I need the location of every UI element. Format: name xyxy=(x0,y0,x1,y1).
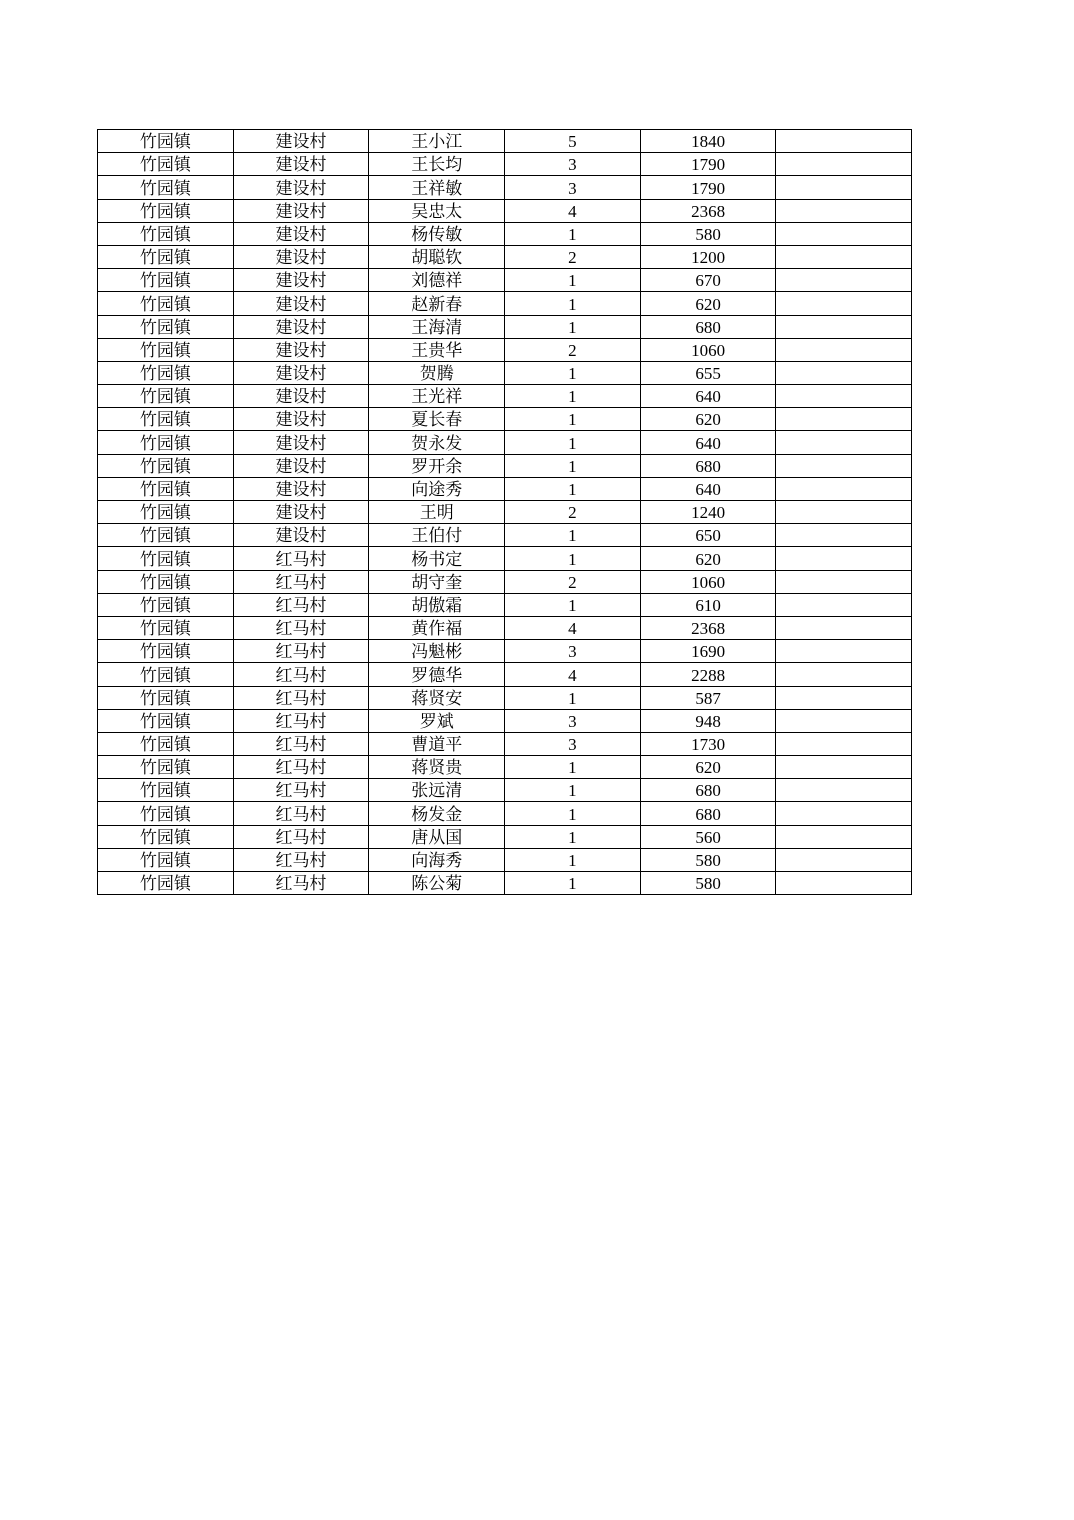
village-cell: 建设村 xyxy=(233,269,369,292)
note-cell xyxy=(776,616,912,639)
amount-cell: 620 xyxy=(640,408,776,431)
village-cell: 红马村 xyxy=(233,686,369,709)
town-cell: 竹园镇 xyxy=(98,802,234,825)
note-cell xyxy=(776,686,912,709)
note-cell xyxy=(776,709,912,732)
note-cell xyxy=(776,593,912,616)
town-cell: 竹园镇 xyxy=(98,848,234,871)
note-cell xyxy=(776,292,912,315)
name-cell: 吴忠太 xyxy=(369,199,505,222)
village-cell: 建设村 xyxy=(233,408,369,431)
table-row xyxy=(98,176,912,199)
amount-cell: 680 xyxy=(640,802,776,825)
amount-cell: 680 xyxy=(640,454,776,477)
village-cell: 红马村 xyxy=(233,756,369,779)
amount-cell: 580 xyxy=(640,872,776,895)
count-cell: 1 xyxy=(505,385,641,408)
table-row xyxy=(98,477,912,500)
town-cell: 竹园镇 xyxy=(98,501,234,524)
amount-cell: 2368 xyxy=(640,199,776,222)
data-table-body xyxy=(98,130,912,895)
count-cell: 1 xyxy=(505,408,641,431)
count-cell: 1 xyxy=(505,477,641,500)
count-cell: 1 xyxy=(505,547,641,570)
amount-cell: 1690 xyxy=(640,640,776,663)
village-cell: 建设村 xyxy=(233,501,369,524)
table-row xyxy=(98,153,912,176)
amount-cell: 1730 xyxy=(640,732,776,755)
village-cell: 建设村 xyxy=(233,292,369,315)
village-cell: 红马村 xyxy=(233,570,369,593)
note-cell xyxy=(776,732,912,755)
note-cell xyxy=(776,802,912,825)
amount-cell: 640 xyxy=(640,431,776,454)
note-cell xyxy=(776,338,912,361)
count-cell: 3 xyxy=(505,153,641,176)
name-cell: 胡聪钦 xyxy=(369,245,505,268)
table-row xyxy=(98,686,912,709)
note-cell xyxy=(776,779,912,802)
count-cell: 3 xyxy=(505,176,641,199)
note-cell xyxy=(776,385,912,408)
note-cell xyxy=(776,872,912,895)
amount-cell: 1790 xyxy=(640,153,776,176)
name-cell: 罗斌 xyxy=(369,709,505,732)
town-cell: 竹园镇 xyxy=(98,570,234,593)
count-cell: 1 xyxy=(505,524,641,547)
amount-cell: 1200 xyxy=(640,245,776,268)
town-cell: 竹园镇 xyxy=(98,338,234,361)
note-cell xyxy=(776,477,912,500)
village-cell: 建设村 xyxy=(233,222,369,245)
note-cell xyxy=(776,547,912,570)
amount-cell: 2288 xyxy=(640,663,776,686)
amount-cell: 640 xyxy=(640,477,776,500)
amount-cell: 560 xyxy=(640,825,776,848)
amount-cell: 1790 xyxy=(640,176,776,199)
name-cell: 夏长春 xyxy=(369,408,505,431)
name-cell: 蒋贤安 xyxy=(369,686,505,709)
town-cell: 竹园镇 xyxy=(98,524,234,547)
note-cell xyxy=(776,153,912,176)
count-cell: 3 xyxy=(505,732,641,755)
village-cell: 建设村 xyxy=(233,385,369,408)
village-cell: 红马村 xyxy=(233,802,369,825)
town-cell: 竹园镇 xyxy=(98,315,234,338)
village-cell: 建设村 xyxy=(233,431,369,454)
table-row xyxy=(98,779,912,802)
village-cell: 建设村 xyxy=(233,199,369,222)
note-cell xyxy=(776,825,912,848)
town-cell: 竹园镇 xyxy=(98,732,234,755)
village-cell: 红马村 xyxy=(233,640,369,663)
amount-cell: 655 xyxy=(640,361,776,384)
note-cell xyxy=(776,501,912,524)
count-cell: 1 xyxy=(505,431,641,454)
table-row xyxy=(98,570,912,593)
town-cell: 竹园镇 xyxy=(98,176,234,199)
amount-cell: 580 xyxy=(640,222,776,245)
town-cell: 竹园镇 xyxy=(98,477,234,500)
amount-cell: 587 xyxy=(640,686,776,709)
amount-cell: 580 xyxy=(640,848,776,871)
village-cell: 红马村 xyxy=(233,848,369,871)
name-cell: 王祥敏 xyxy=(369,176,505,199)
table-row xyxy=(98,732,912,755)
amount-cell: 680 xyxy=(640,779,776,802)
town-cell: 竹园镇 xyxy=(98,385,234,408)
note-cell xyxy=(776,848,912,871)
count-cell: 1 xyxy=(505,315,641,338)
town-cell: 竹园镇 xyxy=(98,709,234,732)
town-cell: 竹园镇 xyxy=(98,130,234,153)
village-cell: 红马村 xyxy=(233,616,369,639)
note-cell xyxy=(776,130,912,153)
village-cell: 红马村 xyxy=(233,709,369,732)
count-cell: 2 xyxy=(505,570,641,593)
note-cell xyxy=(776,524,912,547)
table-row xyxy=(98,361,912,384)
village-cell: 红马村 xyxy=(233,872,369,895)
note-cell xyxy=(776,315,912,338)
name-cell: 黄作福 xyxy=(369,616,505,639)
note-cell xyxy=(776,361,912,384)
town-cell: 竹园镇 xyxy=(98,431,234,454)
table-row xyxy=(98,222,912,245)
table-row xyxy=(98,640,912,663)
town-cell: 竹园镇 xyxy=(98,269,234,292)
town-cell: 竹园镇 xyxy=(98,756,234,779)
amount-cell: 1240 xyxy=(640,501,776,524)
table-row xyxy=(98,408,912,431)
table-row xyxy=(98,454,912,477)
table-row xyxy=(98,616,912,639)
table-row xyxy=(98,385,912,408)
name-cell: 唐从国 xyxy=(369,825,505,848)
town-cell: 竹园镇 xyxy=(98,408,234,431)
amount-cell: 1840 xyxy=(640,130,776,153)
town-cell: 竹园镇 xyxy=(98,547,234,570)
note-cell xyxy=(776,408,912,431)
name-cell: 冯魁彬 xyxy=(369,640,505,663)
town-cell: 竹园镇 xyxy=(98,825,234,848)
table-row xyxy=(98,431,912,454)
count-cell: 1 xyxy=(505,779,641,802)
village-cell: 红马村 xyxy=(233,825,369,848)
amount-cell: 2368 xyxy=(640,616,776,639)
village-cell: 建设村 xyxy=(233,153,369,176)
village-cell: 建设村 xyxy=(233,477,369,500)
count-cell: 4 xyxy=(505,663,641,686)
name-cell: 王光祥 xyxy=(369,385,505,408)
amount-cell: 620 xyxy=(640,547,776,570)
table-row xyxy=(98,269,912,292)
village-cell: 建设村 xyxy=(233,361,369,384)
table-row xyxy=(98,802,912,825)
name-cell: 曹道平 xyxy=(369,732,505,755)
data-table xyxy=(97,129,912,895)
name-cell: 王贵华 xyxy=(369,338,505,361)
count-cell: 2 xyxy=(505,338,641,361)
count-cell: 1 xyxy=(505,872,641,895)
name-cell: 贺腾 xyxy=(369,361,505,384)
name-cell: 贺永发 xyxy=(369,431,505,454)
amount-cell: 640 xyxy=(640,385,776,408)
village-cell: 建设村 xyxy=(233,454,369,477)
table-row xyxy=(98,524,912,547)
note-cell xyxy=(776,222,912,245)
table-row xyxy=(98,130,912,153)
count-cell: 2 xyxy=(505,501,641,524)
note-cell xyxy=(776,431,912,454)
name-cell: 赵新春 xyxy=(369,292,505,315)
count-cell: 2 xyxy=(505,245,641,268)
count-cell: 1 xyxy=(505,593,641,616)
note-cell xyxy=(776,176,912,199)
table-row xyxy=(98,338,912,361)
village-cell: 红马村 xyxy=(233,547,369,570)
name-cell: 王明 xyxy=(369,501,505,524)
count-cell: 1 xyxy=(505,802,641,825)
amount-cell: 620 xyxy=(640,292,776,315)
count-cell: 1 xyxy=(505,222,641,245)
village-cell: 建设村 xyxy=(233,338,369,361)
count-cell: 3 xyxy=(505,640,641,663)
village-cell: 红马村 xyxy=(233,663,369,686)
count-cell: 1 xyxy=(505,756,641,779)
village-cell: 建设村 xyxy=(233,524,369,547)
amount-cell: 1060 xyxy=(640,338,776,361)
village-cell: 建设村 xyxy=(233,315,369,338)
table-row xyxy=(98,756,912,779)
town-cell: 竹园镇 xyxy=(98,663,234,686)
amount-cell: 680 xyxy=(640,315,776,338)
count-cell: 1 xyxy=(505,269,641,292)
table-row xyxy=(98,709,912,732)
note-cell xyxy=(776,454,912,477)
count-cell: 1 xyxy=(505,825,641,848)
town-cell: 竹园镇 xyxy=(98,640,234,663)
name-cell: 罗德华 xyxy=(369,663,505,686)
table-row xyxy=(98,245,912,268)
name-cell: 张远清 xyxy=(369,779,505,802)
note-cell xyxy=(776,663,912,686)
village-cell: 红马村 xyxy=(233,779,369,802)
table-row xyxy=(98,663,912,686)
name-cell: 刘德祥 xyxy=(369,269,505,292)
note-cell xyxy=(776,756,912,779)
town-cell: 竹园镇 xyxy=(98,686,234,709)
note-cell xyxy=(776,640,912,663)
count-cell: 1 xyxy=(505,292,641,315)
count-cell: 4 xyxy=(505,199,641,222)
note-cell xyxy=(776,570,912,593)
village-cell: 建设村 xyxy=(233,245,369,268)
name-cell: 胡守奎 xyxy=(369,570,505,593)
town-cell: 竹园镇 xyxy=(98,872,234,895)
table-row xyxy=(98,501,912,524)
town-cell: 竹园镇 xyxy=(98,153,234,176)
table-row xyxy=(98,593,912,616)
name-cell: 向海秀 xyxy=(369,848,505,871)
table-row xyxy=(98,315,912,338)
town-cell: 竹园镇 xyxy=(98,361,234,384)
count-cell: 1 xyxy=(505,454,641,477)
name-cell: 向途秀 xyxy=(369,477,505,500)
town-cell: 竹园镇 xyxy=(98,292,234,315)
town-cell: 竹园镇 xyxy=(98,454,234,477)
count-cell: 5 xyxy=(505,130,641,153)
name-cell: 蒋贤贵 xyxy=(369,756,505,779)
count-cell: 1 xyxy=(505,361,641,384)
name-cell: 杨发金 xyxy=(369,802,505,825)
amount-cell: 610 xyxy=(640,593,776,616)
town-cell: 竹园镇 xyxy=(98,779,234,802)
amount-cell: 620 xyxy=(640,756,776,779)
name-cell: 王长均 xyxy=(369,153,505,176)
town-cell: 竹园镇 xyxy=(98,222,234,245)
table-row xyxy=(98,872,912,895)
name-cell: 杨书定 xyxy=(369,547,505,570)
note-cell xyxy=(776,199,912,222)
amount-cell: 948 xyxy=(640,709,776,732)
name-cell: 王海清 xyxy=(369,315,505,338)
village-cell: 建设村 xyxy=(233,130,369,153)
name-cell: 胡傲霜 xyxy=(369,593,505,616)
count-cell: 3 xyxy=(505,709,641,732)
name-cell: 王小江 xyxy=(369,130,505,153)
note-cell xyxy=(776,245,912,268)
town-cell: 竹园镇 xyxy=(98,616,234,639)
amount-cell: 1060 xyxy=(640,570,776,593)
note-cell xyxy=(776,269,912,292)
village-cell: 红马村 xyxy=(233,593,369,616)
name-cell: 王伯付 xyxy=(369,524,505,547)
count-cell: 1 xyxy=(505,686,641,709)
amount-cell: 650 xyxy=(640,524,776,547)
amount-cell: 670 xyxy=(640,269,776,292)
name-cell: 陈公菊 xyxy=(369,872,505,895)
table-row xyxy=(98,292,912,315)
town-cell: 竹园镇 xyxy=(98,593,234,616)
name-cell: 杨传敏 xyxy=(369,222,505,245)
town-cell: 竹园镇 xyxy=(98,245,234,268)
table-row xyxy=(98,199,912,222)
count-cell: 1 xyxy=(505,848,641,871)
town-cell: 竹园镇 xyxy=(98,199,234,222)
table-row xyxy=(98,547,912,570)
village-cell: 建设村 xyxy=(233,176,369,199)
count-cell: 4 xyxy=(505,616,641,639)
name-cell: 罗开余 xyxy=(369,454,505,477)
table-row xyxy=(98,848,912,871)
table-row xyxy=(98,825,912,848)
village-cell: 红马村 xyxy=(233,732,369,755)
